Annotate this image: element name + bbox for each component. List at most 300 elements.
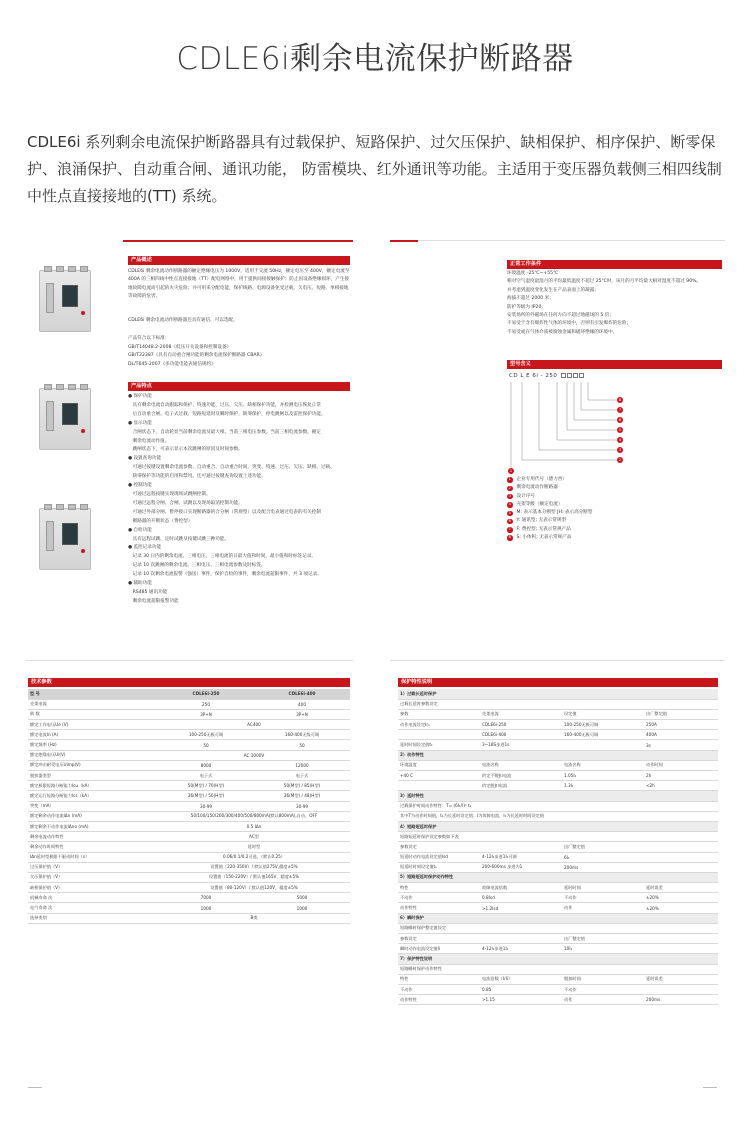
table-cell xyxy=(480,934,562,944)
table-cell: 3P+N xyxy=(254,709,350,719)
table-cell: B类 xyxy=(158,913,350,923)
table-row xyxy=(398,781,718,791)
table-cell: 出厂整定值 xyxy=(644,709,718,719)
table-row xyxy=(28,709,350,719)
code-part: L E xyxy=(520,373,531,379)
legend-number: 6 xyxy=(508,518,511,523)
table-cell xyxy=(480,842,562,852)
table-row xyxy=(398,923,718,933)
section-heading: 5）短路短延时保护动作特性 xyxy=(398,872,718,882)
legend-text: 企业专用代号（德力西） xyxy=(516,477,568,482)
feature-line: 具有剩余电流自动跟踪和保护、特速功能、过压、欠压、缺相保护功能，并检测电压恢复正常 xyxy=(128,402,321,408)
table-cell: CDLE6i-400 xyxy=(480,730,562,740)
table-cell: 36(M型) / 50(H型) xyxy=(158,791,254,801)
table-cell: 短延时动作电流设定值Isd xyxy=(398,852,480,862)
feature-line: ● 控制功能 xyxy=(128,483,152,489)
table-cell: 脱扣时间 xyxy=(562,974,644,984)
table-row xyxy=(28,842,350,852)
legend-number: 5 xyxy=(508,510,511,515)
condition-line: 不易受于含有爆炸性气体的环境中，否则有引发爆炸的危险； xyxy=(507,321,632,327)
table-cell: 约定脱扣电流 xyxy=(480,781,562,791)
section-heading: 6）瞬时保护 xyxy=(398,913,718,923)
section-heading: 1）过载长延时保护 xyxy=(398,689,718,699)
table-row xyxy=(28,760,350,770)
table-row xyxy=(398,740,718,750)
table-cell: 不动作 xyxy=(398,984,480,994)
table-cell: 型 号 xyxy=(28,689,158,699)
table-cell: 50(M型) / 70(H型) xyxy=(158,781,254,791)
table-cell: 1.3I₁ xyxy=(562,781,644,791)
table-cell: 动作特性 xyxy=(398,995,480,1005)
table-cell: 动作时间 xyxy=(644,760,718,770)
table-cell: 3~18S步进1s xyxy=(480,740,562,750)
feature-line: 剩余电流动作值。 xyxy=(128,438,170,444)
callout-number: 8 xyxy=(618,397,622,402)
table-cell: 2h xyxy=(644,771,718,781)
table-row xyxy=(398,852,718,862)
model-code-legend xyxy=(507,476,722,542)
table-cell: 延时时间 xyxy=(562,883,644,893)
table-cell: 电流名称 xyxy=(480,760,562,770)
table-row xyxy=(28,811,350,821)
table-cell: 设置值（220-350V）/ 默认值275V,精度±5% xyxy=(158,862,350,872)
callout-number: 4 xyxy=(618,437,622,442)
table-cell: CDLE6i-250 xyxy=(480,720,562,730)
page-top-tag xyxy=(390,240,418,242)
callout-number: 5 xyxy=(618,427,622,432)
page-top-rule xyxy=(25,660,353,661)
feature-line: ● 自检功能 xyxy=(128,527,152,533)
table-cell xyxy=(644,984,718,994)
table-cell: 动作电流设定Ir₁ xyxy=(398,720,480,730)
feature-line: 可通过远程分闸、合闸、试跳以及现场取消控制功能。 xyxy=(128,500,243,506)
table-row xyxy=(28,852,350,862)
table-cell: 0.85 xyxy=(480,984,562,994)
table-row xyxy=(398,964,718,974)
table-cell: 动作 xyxy=(562,995,644,1005)
table-cell: 机械寿命 次 xyxy=(28,893,158,903)
table-cell: 400A xyxy=(644,730,718,740)
standard-line: GB/T14048.2-2008《低压开关设备和控制设备》 xyxy=(128,345,232,350)
table-cell: 160-400无级可调 xyxy=(254,730,350,740)
table-cell: 1000 xyxy=(158,903,254,913)
table-cell: 短路瞬时保护动作特性 xyxy=(398,964,718,974)
feature-line: 记录 30 日内的剩余电流、三相电压、三相电流的日最大值和时间，最小值和时标签记录。 xyxy=(128,554,316,560)
catalog-page-protection xyxy=(390,660,725,1100)
conditions-list xyxy=(507,270,722,337)
catalog-page-technical-parameters xyxy=(25,660,353,1100)
catalog-page-conditions xyxy=(390,240,725,625)
model-code xyxy=(509,373,584,379)
table-row xyxy=(28,791,350,801)
table-cell: 额定冲击耐受电压Uimp(V) xyxy=(28,760,158,770)
legend-item xyxy=(507,476,722,484)
overview-text-2: CDLE6i 剩余电流动作断路器还具有通信、可以选配。 xyxy=(128,318,238,323)
table-row xyxy=(28,771,350,781)
section-header-model: 型号含义 xyxy=(507,360,722,369)
table-cell: 400 xyxy=(254,699,350,709)
feature-line: ● 保护功能 xyxy=(128,394,152,399)
table-cell: 160-400无极可调 xyxy=(562,730,644,740)
section-row xyxy=(398,750,718,760)
table-row xyxy=(28,893,350,903)
table-row xyxy=(398,974,718,984)
legend-number: 8 xyxy=(508,535,511,540)
table-cell: 故障电流倍数 xyxy=(480,883,562,893)
section-row xyxy=(398,913,718,923)
table-cell: 剩余电流动作特性 xyxy=(28,832,158,842)
table-row xyxy=(28,903,350,913)
code-part: - 250 xyxy=(540,373,558,379)
page-top-rule xyxy=(390,240,725,241)
table-cell: 延时误差 xyxy=(644,883,718,893)
table-cell: 短路瞬时保护整定值设定 xyxy=(398,923,718,933)
table-row xyxy=(398,893,718,903)
table-cell: <2h xyxy=(644,781,718,791)
table-cell: 100-250无极可调 xyxy=(158,730,254,740)
table-row xyxy=(398,709,718,719)
callout-number: 6 xyxy=(618,417,622,422)
legend-item xyxy=(507,484,722,492)
feature-line: 断路器的开断状态（费控型） xyxy=(128,518,193,524)
table-cell: AC 1000V xyxy=(158,750,350,760)
table-cell: >1.2Isd xyxy=(480,903,562,913)
table-cell: 36(M型) / 48(H型) xyxy=(254,791,350,801)
table-cell: 3s xyxy=(644,740,718,750)
table-row xyxy=(28,740,350,750)
table-cell: 其中T为动作时间值，t₁为长延时设定值；I为故障电流，I₁为长延时时间设定值 xyxy=(398,811,718,821)
table-cell xyxy=(644,944,718,954)
feature-line: 可通过远程按键实现现场试跳闸控制。 xyxy=(128,491,211,497)
table-row xyxy=(28,801,350,811)
legend-number: 4 xyxy=(508,502,511,507)
table-cell: 过压保护值（V） xyxy=(28,862,158,872)
table-cell: 突变（mA） xyxy=(28,801,158,811)
page-top-rule xyxy=(123,240,353,242)
table-row xyxy=(28,699,350,709)
feature-line: RS485 通讯功能 xyxy=(128,589,168,595)
section-header-features: 产品特点 xyxy=(128,382,350,391)
table-cell: 额定剩余动作电流IΔn (mA) xyxy=(28,811,158,821)
table-cell: 短路短延时保护设定参数如下表 xyxy=(398,832,718,842)
table-row xyxy=(398,842,718,852)
table-cell: 出厂整定值 xyxy=(562,934,644,944)
standards-title: 产品符合以下标准： xyxy=(128,336,170,341)
table-cell: 极 数 xyxy=(28,709,158,719)
table-cell: 特性 xyxy=(398,974,480,984)
section-row xyxy=(398,872,718,882)
table-cell: 电子式 xyxy=(254,771,350,781)
table-cell: 约定不脱扣电流 xyxy=(480,771,562,781)
table-cell: 欠压保护值（V） xyxy=(28,872,158,882)
table-cell: 电子式 xyxy=(158,771,254,781)
table-row xyxy=(28,913,350,923)
table-cell: 设定值 xyxy=(562,709,644,719)
feature-line: 缺零保护等功能的启用和禁用。还可通过按键查询设置上述功能。 xyxy=(128,474,266,480)
code-part: CD xyxy=(509,373,519,379)
table-cell: 200-600ms 步进为1 xyxy=(480,862,562,872)
table-cell xyxy=(644,862,718,872)
model-code-leader-lines xyxy=(505,380,625,470)
table-cell: 额定运行短路分断能力Ics（kA） xyxy=(28,791,158,801)
table-cell: AC400 xyxy=(158,720,350,730)
table-row xyxy=(28,720,350,730)
page-title: CDLE6i剩余电流保护断路器 xyxy=(176,41,574,77)
table-cell: 6I₁ xyxy=(562,852,644,862)
legend-item xyxy=(507,526,722,534)
table-row xyxy=(398,862,718,872)
table-cell: +40 C xyxy=(398,771,480,781)
table-cell xyxy=(398,781,480,791)
legend-text: 设计序号 xyxy=(516,493,535,499)
table-cell: 过载保护时间动作特性：T= (6I₁/I)² t₁ xyxy=(398,801,718,811)
table-cell: 7000 xyxy=(158,893,254,903)
table-cell: 参数 xyxy=(398,709,480,719)
table-row xyxy=(398,730,718,740)
feature-line: ● 设置查询功能 xyxy=(128,456,162,462)
table-row xyxy=(398,699,718,709)
intro-paragraph: CDLE6i 系列剩余电流保护断路器具有过载保护、短路保护、过欠压保护、缺相保护、相序保护、断零保护、浪涌保护、自动重合闸、通讯功能， 防雷模块、红外通讯等功能。主适用于变压器负载侧三相四线制中性点直接接地的(TT) 系统。 xyxy=(27,133,722,205)
section-row xyxy=(398,689,718,699)
table-cell: 壳架电流 xyxy=(28,699,158,709)
table-row xyxy=(398,984,718,994)
feature-line: 具有远程试跳、定时试跳及按键试跳三种功能。 xyxy=(128,536,230,542)
section-header-protection: 保护特性说明 xyxy=(398,678,718,687)
legend-text: S: 小体积; 无表示常规产品 xyxy=(516,535,572,541)
table-cell: CDLE6i-250 xyxy=(158,689,254,699)
table-cell: 出厂整定值 xyxy=(562,842,644,852)
legend-item xyxy=(507,493,722,501)
table-cell: 200ms xyxy=(644,995,718,1005)
section-heading: 2）动作特性 xyxy=(398,750,718,760)
table-cell: 设置值（150-220V）/ 默认值165V，精度±5% xyxy=(158,872,350,882)
feature-line: 后自动重合闸。电子式过载、短路短延时及瞬时保护，缺零保护，停电跳闸以及雷控保护功能。 xyxy=(128,411,326,417)
table-cell: 环境温度 xyxy=(398,760,480,770)
feature-line: 合闸状态下，自动轮显当前剩余电流及最大相。当前三相电压参数。当前三相电流参数。额定 xyxy=(128,429,321,435)
table-row xyxy=(28,862,350,872)
condition-line: 安装场所的外磁场在任何方向不超过地磁场的 5 倍； xyxy=(507,313,614,319)
code-part: 6i xyxy=(532,373,539,379)
table-row xyxy=(28,689,350,699)
table-cell: 动作特性 xyxy=(398,903,480,913)
standards-list xyxy=(128,344,350,369)
table-cell: 50 xyxy=(158,740,254,750)
table-cell: 延时型 xyxy=(158,842,350,852)
legend-text: M: 表示基本分断型 JH: 表示高分断型 xyxy=(516,510,593,516)
table-cell: 延时时间设定值t₁ xyxy=(398,740,480,750)
feature-line: ● 监控记录功能 xyxy=(128,545,162,551)
table-cell: 4-12I₁步进1I₁ xyxy=(480,944,562,954)
legend-item xyxy=(507,534,722,542)
table-cell: IΔn延时型极限不驱动时间（s） xyxy=(28,852,158,862)
table-cell: 脱扣器类型 xyxy=(28,771,158,781)
legend-text: Y: 通讯型; 无表示常规型 xyxy=(516,518,567,524)
table-cell: 剩余动作时间特性 xyxy=(28,842,158,852)
callout-number: 7 xyxy=(618,407,622,412)
feature-line: 跳闸状态下，可表示显示本次跳闸的原因及时间参数。 xyxy=(128,447,243,453)
feature-line: 记录 10 次剩余电流报警（强送）事件，保护自检的事件，剩余电流超限事件，共 3 项记录。 xyxy=(128,572,322,578)
section-heading: 3）延时特性 xyxy=(398,791,718,801)
legend-text: 剩余电流动作断路器 xyxy=(516,485,558,491)
table-row xyxy=(28,832,350,842)
table-cell: 12000 xyxy=(254,760,350,770)
table-cell: 缺相保护值（V） xyxy=(28,883,158,893)
table-row xyxy=(398,832,718,842)
table-cell: 额定绝缘电压Ui(V) xyxy=(28,750,158,760)
table-cell: ±20% xyxy=(644,893,718,903)
legend-number: 3 xyxy=(508,493,511,498)
table-cell: 250A xyxy=(644,720,718,730)
table-row xyxy=(28,730,350,740)
table-cell: 额定电流In (A) xyxy=(28,730,158,740)
section-header-overview: 产品概述 xyxy=(128,256,350,265)
table-cell: 短延时时间设定值tₛ xyxy=(398,862,480,872)
table-cell: 30-99 xyxy=(158,801,254,811)
condition-line: 海拔不超过 2000 米； xyxy=(507,296,554,302)
table-row xyxy=(28,750,350,760)
section-row xyxy=(398,954,718,964)
condition-line: 并考虑到温度变化发生在产品表面上的凝露； xyxy=(507,287,599,293)
table-cell: 额定频率 (Hz) xyxy=(28,740,158,750)
section-row xyxy=(398,821,718,831)
table-row xyxy=(398,720,718,730)
table-cell: 0.06/0.1/0.2可选，（默认0.25） xyxy=(158,852,350,862)
table-cell: 1.05I₁ xyxy=(562,771,644,781)
section-heading: 7）保护特性说明 xyxy=(398,954,718,964)
feature-line: ● 辅助功能 xyxy=(128,581,152,587)
page-footer-rule xyxy=(703,1087,717,1088)
condition-line: 环境温度 -25℃~+55℃ xyxy=(507,271,559,276)
table-row xyxy=(398,771,718,781)
table-cell xyxy=(398,730,480,740)
overview-text: CDLE6i 剩余电流动作断路器的额定绝缘电压为 1000V，适用于交流 50Hz，额定电压至 400V，额定电流至 400A 的三相四线中性点直接接地（TT）配电网络中，用于提供间接接触保护；防止因设备绝缘损坏，产生接地故障电流而引起的火灾危险；并可用来分配电能，保护线路、电源设备免受过载、欠电压、短路、单相接地等故障的危害。 xyxy=(128,269,350,300)
catalog-page-overview xyxy=(25,240,353,625)
legend-number: 7 xyxy=(508,527,511,532)
table-cell: 不动作 xyxy=(562,893,644,903)
table-cell xyxy=(644,842,718,852)
product-image-1 xyxy=(39,270,91,332)
page-footer-rule xyxy=(28,1087,42,1088)
table-row xyxy=(398,811,718,821)
table-cell: 动作 xyxy=(562,903,644,913)
callout-number: 2 xyxy=(618,457,622,462)
table-cell: 100-250无极可调 xyxy=(562,720,644,730)
product-image-3 xyxy=(39,508,91,570)
table-cell xyxy=(644,934,718,944)
table-cell: ±20% xyxy=(644,903,718,913)
table-cell: 50/100/150/200/300/400/500/800mA(默认800mA),自动、OFF xyxy=(158,811,350,821)
table-cell: 参数设定 xyxy=(398,934,480,944)
table-cell: 50 xyxy=(254,740,350,750)
table-cell: 电流名称 xyxy=(562,760,644,770)
legend-number: 1 xyxy=(508,477,511,482)
table-cell: 电气寿命 次 xyxy=(28,903,158,913)
table-cell: 0.5 IΔn xyxy=(158,821,350,831)
table-cell xyxy=(644,852,718,862)
standard-line: DL/T645-2007《多功能电能表通信规约》 xyxy=(128,361,216,367)
legend-item xyxy=(507,517,722,525)
callout-number: 3 xyxy=(618,447,622,452)
protection-table xyxy=(398,689,718,1005)
table-cell: CDLE6i-400 xyxy=(254,689,350,699)
table-cell: 额定极限短路分断能力Icu（kA） xyxy=(28,781,158,791)
table-row xyxy=(398,944,718,954)
table-cell: 200ms xyxy=(562,862,644,872)
table-row xyxy=(398,995,718,1005)
features-list xyxy=(128,393,350,607)
legend-text: F: 费控型; 无表示常规产品 xyxy=(516,526,571,532)
callout-number: 1 xyxy=(509,468,513,473)
legend-number: 2 xyxy=(508,485,511,490)
legend-item xyxy=(507,509,722,517)
table-cell: 额定剩余不动作电流IΔno (mA) xyxy=(28,821,158,831)
table-cell: 特性 xyxy=(398,883,480,893)
table-cell: 选择类别 xyxy=(28,913,158,923)
condition-line: 防护等级为 IP20; xyxy=(507,304,543,310)
feature-line: ● 显示功能 xyxy=(128,420,152,426)
table-row xyxy=(398,801,718,811)
table-cell xyxy=(562,740,644,750)
table-cell: 3P+N xyxy=(158,709,254,719)
table-cell: 参数设定 xyxy=(398,842,480,852)
condition-line: 不易受或在气体介质被腐蚀金属和破坏绝缘的环境中。 xyxy=(507,329,618,335)
table-cell: 过载长延时参数设定 xyxy=(398,699,718,709)
section-heading: 4）短路短延时保护 xyxy=(398,821,718,831)
table-cell: 10I₁ xyxy=(562,944,644,954)
page-top-rule xyxy=(390,660,725,661)
condition-line: 相对空气湿度最湿月的平均最低温度不超过 25℃时，该月的月平均最大相对湿度不超过 90%。 xyxy=(507,279,702,285)
legend-text: 壳架等级（额定电流） xyxy=(516,501,563,507)
table-cell: 4-12I₁步进1I₁可调 xyxy=(480,852,562,862)
standard-line: GB/T22387《具有自动重合闸功能的剩余电流保护断路器 CBAR》 xyxy=(128,353,265,359)
table-row xyxy=(28,883,350,893)
table-row xyxy=(28,821,350,831)
feature-line: 剩余电流超限报警功能 xyxy=(128,598,179,604)
table-row xyxy=(398,934,718,944)
table-cell: 延时误差 xyxy=(644,974,718,984)
feature-line: 可通过按键设置剩余电流参数、自动重合、自动重合时间、突变、特速、过压、欠压、缺相、过载、 xyxy=(128,465,335,471)
section-header-technical: 技术参数 xyxy=(28,678,350,687)
feature-line: 可通过外部分闸、暂停接口实现断路器的合分闸（常规型）以及配合电表通过电表的有关控制 xyxy=(128,509,321,515)
table-cell: 壳架电流 xyxy=(480,709,562,719)
table-row xyxy=(398,903,718,913)
table-cell: 电流倍数（I/Ii） xyxy=(480,974,562,984)
table-row xyxy=(398,760,718,770)
technical-parameters-table xyxy=(28,689,350,924)
table-cell: AC型 xyxy=(158,832,350,842)
table-cell: 1000 xyxy=(254,903,350,913)
table-cell: 不动作 xyxy=(398,893,480,903)
product-image-2 xyxy=(39,388,91,450)
table-cell: 设置值（80-120V）/ 默认值120V，精度±5% xyxy=(158,883,350,893)
table-cell: 30-99 xyxy=(254,801,350,811)
table-cell: 50(M型) / 85(H型) xyxy=(254,781,350,791)
table-row xyxy=(398,883,718,893)
table-cell: 8000 xyxy=(158,760,254,770)
table-cell: 额定工作电压Ue (V) xyxy=(28,720,158,730)
table-row xyxy=(28,781,350,791)
table-cell: 5000 xyxy=(254,893,350,903)
section-header-conditions: 正常工作条件 xyxy=(507,260,722,269)
table-cell: 0.8Isd xyxy=(480,893,562,903)
table-cell: 瞬时动作电流设定值Ii xyxy=(398,944,480,954)
feature-line: 记录 10 次跳闸的剩余电流、三相电压、三相电流参数及时标签。 xyxy=(128,563,266,569)
table-cell: 250 xyxy=(158,699,254,709)
legend-item xyxy=(507,501,722,509)
table-cell: >1.15 xyxy=(480,995,562,1005)
table-row xyxy=(28,872,350,882)
table-cell: 不动作 xyxy=(562,984,644,994)
